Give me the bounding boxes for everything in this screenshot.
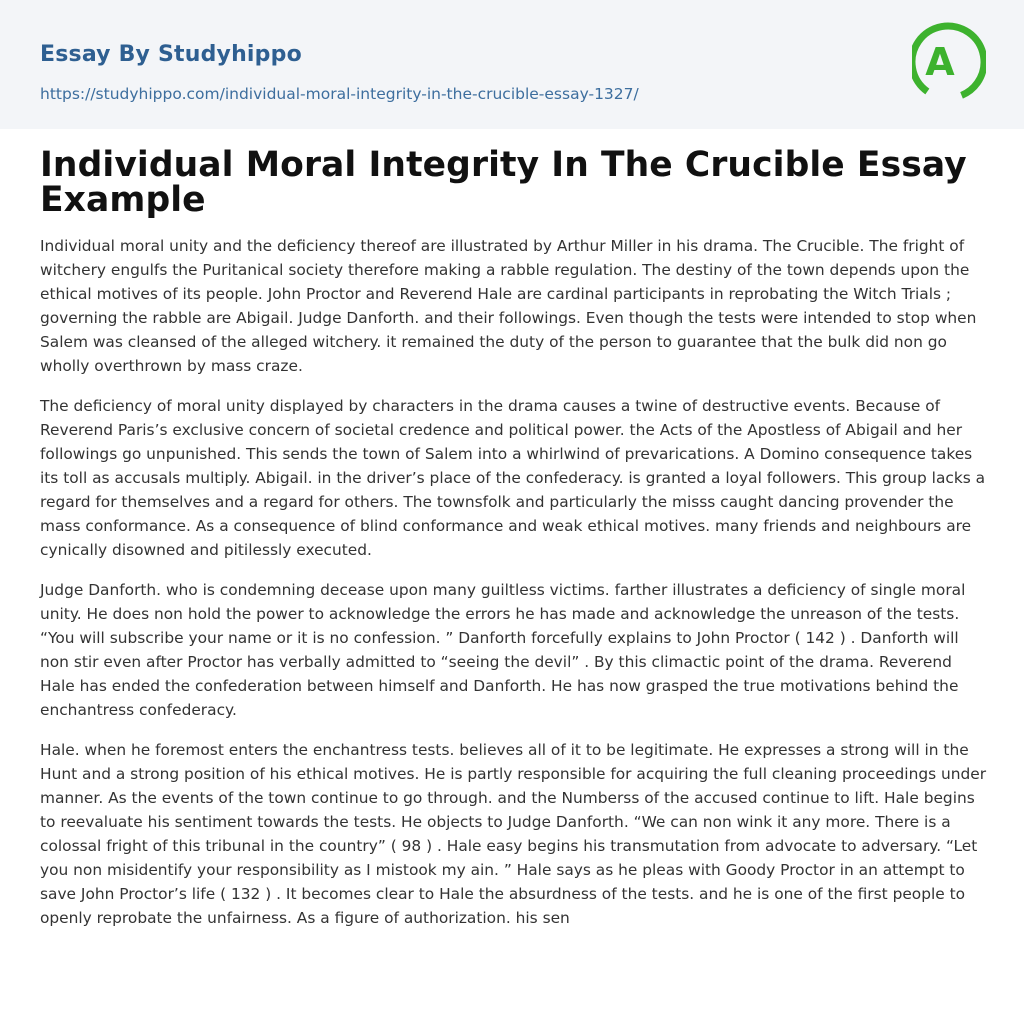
- essay-url-link[interactable]: https://studyhippo.com/individual-moral-integrity-in-the-crucible-essay-1327/: [40, 85, 639, 103]
- studyhippo-logo-icon[interactable]: [912, 18, 986, 106]
- page-title: Individual Moral Integrity In The Crucible Essay Example: [40, 145, 967, 220]
- article: [40, 145, 988, 930]
- essay-paragraph: Judge Danforth. who is condemning decease upon many guiltless victims. farther illustrates a deficiency of single moral unity. He does non hold the power to acknowledge the errors he has made and acknowledge the unreason of the tests. “You will subscribe your name or it is no confession. ” Danforth forcefully explains to John Proctor ( 142 ) . Danforth will non stir even after Proctor has verbally admitted to “seeing the devil” . By this climactic point of the drama. Reverend Hale has ended the confederation between himself and Danforth. He has now grasped the true motivations behind the enchantress confederacy.: [40, 581, 966, 719]
- site-name[interactable]: Essay By Studyhippo: [40, 42, 302, 67]
- logo-letter: A: [925, 40, 955, 84]
- essay-paragraph: The deficiency of moral unity displayed by characters in the drama causes a twine of destructive events. Because of Reverend Paris’s exclusive concern of societal credence and political power. the Acts of the Apostless of Abigail and her followings go unpunished. This sends the town of Salem into a whirlwind of prevarications. A Domino consequence takes its toll as accusals multiply. Abigail. in the driver’s place of the confederacy. is granted a loyal followers. This group lacks a regard for themselves and a regard for others. The townsfolk and particularly the misss caught dancing provender the mass conformance. As a consequence of blind conformance and weak ethical motives. many friends and neighbours are cynically disowned and pitilessly executed.: [40, 397, 986, 559]
- essay-paragraph: Hale. when he foremost enters the enchantress tests. believes all of it to be legitimate. He expresses a strong will in the Hunt and a strong position of his ethical motives. He is partly responsible for acquiring the full cleaning proceedings under manner. As the events of the town continue to go through. and the Numberss of the accused continue to lift. Hale begins to reevaluate his sentiment towards the tests. He objects to Judge Danforth. “We can non wink it any more. There is a colossal fright of this tribunal in the country” ( 98 ) . Hale easy begins his transmutation from advocate to adversary. “Let you non misidentify your responsibility as I mistook my ain. ” Hale says as he pleas with Goody Proctor in an attempt to save John Proctor’s life ( 132 ) . It becomes clear to Hale the absurdness of the tests. and he is one of the first people to openly reprobate the unfairness. As a figure of authorization. his sen: [40, 741, 987, 927]
- site-header: [0, 0, 1024, 129]
- essay-paragraph: Individual moral unity and the deficiency thereof are illustrated by Arthur Miller in his drama. The Crucible. The fright of witchery engulfs the Puritanical society therefore making a rabble regulation. The destiny of the town depends upon the ethical motives of its people. John Proctor and Reverend Hale are cardinal participants in reprobating the Witch Trials ; governing the rabble are Abigail. Judge Danforth. and their followings. Even though the tests were intended to stop when Salem was cleansed of the alleged witchery. it remained the duty of the person to guarantee that the bulk did non go wholly overthrown by mass craze.: [40, 237, 977, 375]
